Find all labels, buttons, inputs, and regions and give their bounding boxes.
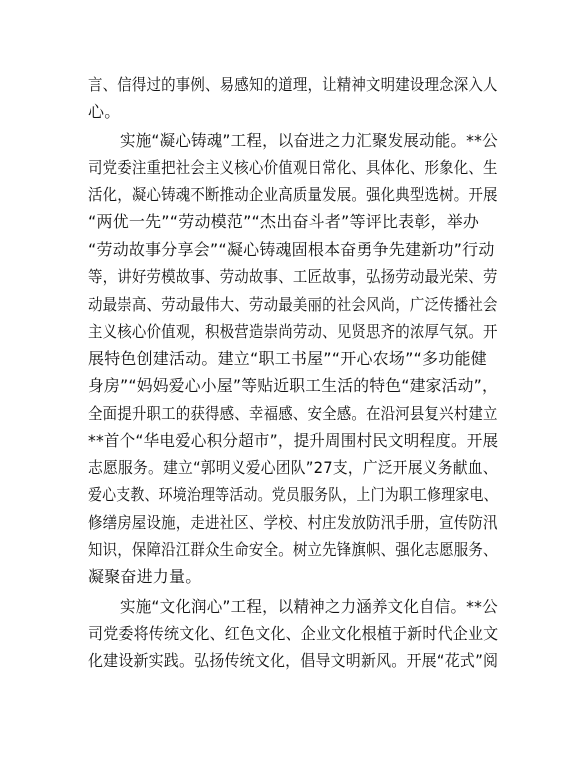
text-line: 爱心支教、环境治理等活动。党员服务队，上门为职工修理家电、 [88,485,498,504]
text-line: 司党委将传统文化、红色文化、企业文化根植于新时代企业文 [88,624,499,643]
text-line: 修缮房屋设施，走进社区、学校、村庄发放防汛手册，宣传防汛 [88,513,498,532]
text-line: **首个“华电爱心积分超市”，提升周围村民文明程度。开展 [88,431,499,450]
text-line: 身房”“妈妈爱心小屋”等贴近职工生活的特色“建家活动”， [88,376,499,395]
text-line: “劳动故事分享会”“凝心铸魂固根本奋勇争先建新功”行动 [88,240,495,259]
text-line: 司党委注重把社会主义核心价值观日常化、具体化、形象化、生 [88,158,498,177]
text-line: 凝聚奋进力量。 [88,567,202,586]
text-line: 志愿服务。建立“郭明义爱心团队”27支，广泛开展义务献血、 [88,458,498,477]
paragraph-first-line: 实施“文化润心”工程，以精神之力涵养文化自信。**公 [120,597,498,616]
text-line: 主义核心价值观，积极营造崇尚劳动、见贤思齐的浓厚气氛。开 [88,322,498,341]
text-line: 活化，凝心铸魂不断推动企业高质量发展。强化典型选树。开展 [88,185,498,204]
text-line: 言、信得过的事例、易感知的道理，让精神文明建设理念深入人 [88,75,498,94]
text-line: “两优一先”“劳动模范”“杰出奋斗者”等评比表彰，举办 [88,212,480,231]
text-line: 知识，保障沿江群众生命安全。树立先锋旗帜、强化志愿服务、 [88,540,498,559]
text-line: 展特色创建活动。建立“职工书屋”“开心农场”“多功能健 [88,349,487,368]
text-line: 等，讲好劳模故事、劳动故事、工匠故事，弘扬劳动最光荣、劳 [88,267,498,286]
text-line: 全面提升职工的获得感、幸福感、安全感。在沿河县复兴村建立 [88,404,498,423]
text-line: 动最崇高、劳动最伟大、劳动最美丽的社会风尚，广泛传播社会 [88,295,498,314]
text-line: 化建设新实践。弘扬传统文化，倡导文明新风。开展“花式”阅 [88,651,499,670]
paragraph-first-line: 实施“凝心铸魂”工程，以奋进之力汇聚发展动能。**公 [120,131,498,150]
text-line: 心。 [88,102,121,121]
